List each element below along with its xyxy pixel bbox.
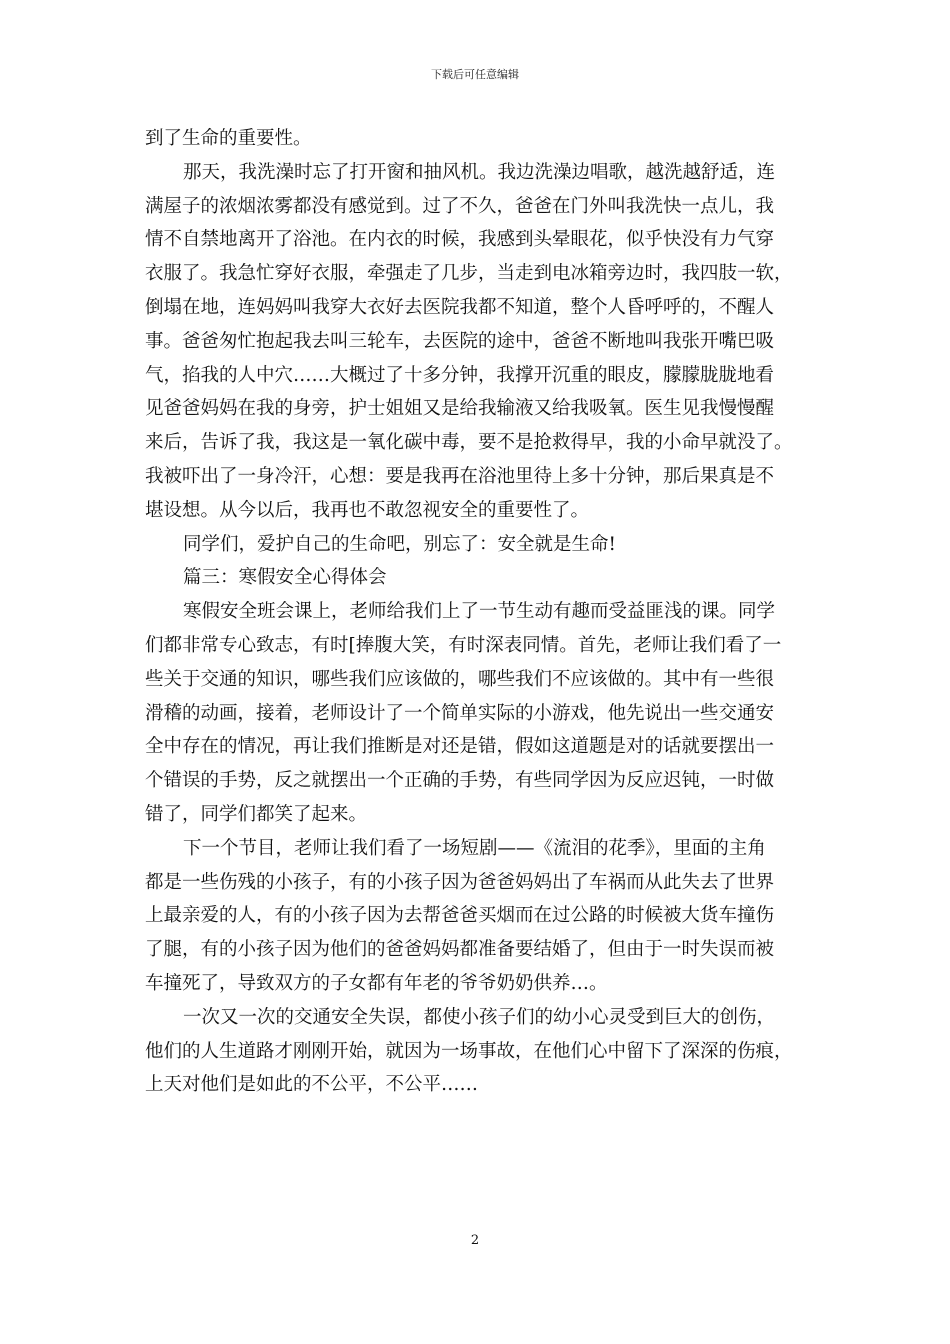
text-line: 上天对他们是如此的不公平，不公平…… (145, 1074, 479, 1096)
text-line: 上最亲爱的人，有的小孩子因为去帮爸爸买烟而在过公路的时候被大货车撞伤 (145, 905, 775, 927)
text-line: 他们的人生道路才刚刚开始，就因为一场事故，在他们心中留下了深深的伤痕， (145, 1040, 793, 1062)
text-line: 衣服了。我急忙穿好衣服，牵强走了几步，当走到电冰箱旁边时，我四肢一软， (145, 263, 793, 285)
text-line: 气，掐我的人中穴……大概过了十多分钟，我撑开沉重的眼皮，朦朦胧胧地看 (145, 364, 775, 386)
text-line: 个错误的手势，反之就摆出一个正确的手势，有些同学因为反应迟钝，一时做 (145, 770, 775, 792)
text-line: 堪设想。从今以后，我再也不敢忽视安全的重要性了。 (145, 499, 590, 521)
text-line: 全中存在的情况，再让我们推断是对还是错，假如这道题是对的话就要摆出一 (145, 736, 775, 758)
text-line: 事。爸爸匆忙抱起我去叫三轮车，去医院的途中，爸爸不断地叫我张开嘴巴吸 (145, 330, 775, 352)
text-line: 都是一些伤残的小孩子，有的小孩子因为爸爸妈妈出了车祸而从此失去了世界 (145, 871, 775, 893)
text-line: 了腿，有的小孩子因为他们的爸爸妈妈都准备要结婚了，但由于一时失误而被 (145, 939, 775, 961)
text-line: 车撞死了，导致双方的子女都有年老的爷爷奶奶供养…。 (145, 972, 608, 994)
text-line: 下一个节目，老师让我们看了一场短剧——《流泪的花季》，里面的主角 (183, 837, 766, 859)
text-line: 倒塌在地，连妈妈叫我穿大衣好去医院我都不知道，整个人昏呼呼的，不醒人 (145, 296, 775, 318)
page-number: 2 (470, 1233, 480, 1248)
text-line: 到了生命的重要性。 (145, 128, 312, 149)
text-line: 篇三：寒假安全心得体会 (183, 567, 387, 589)
text-line: 同学们，爱护自己的生命吧，别忘了：安全就是生命! (183, 533, 616, 555)
text-line: 来后，告诉了我，我这是一氧化碳中毒，要不是抢救得早，我的小命早就没了。 (145, 432, 793, 454)
page-header: 下载后可任意编辑 (431, 68, 519, 81)
text-line: 我被吓出了一身冷汗，心想：要是我再在浴池里待上多十分钟，那后果真是不 (145, 465, 775, 487)
text-line: 寒假安全班会课上，老师给我们上了一节生动有趣而受益匪浅的课。同学 (183, 601, 776, 623)
text-line: 情不自禁地离开了浴池。在内衣的时候，我感到头晕眼花，似乎快没有力气穿 (145, 229, 775, 251)
text-line: 们都非常专心致志，有时[捧腹大笑，有时深表同情。首先，老师让我们看了一 (145, 634, 782, 656)
text-line: 见爸爸妈妈在我的身旁，护士姐姐又是给我输液又给我吸氧。医生见我慢慢醒 (145, 398, 775, 420)
text-line: 滑稽的动画，接着，老师设计了一个简单实际的小游戏，他先说出一些交通安 (145, 702, 775, 724)
text-line: 一次又一次的交通安全失误，都使小孩子们的幼小心灵受到巨大的创伤， (183, 1006, 776, 1028)
text-line: 些关于交通的知识，哪些我们应该做的，哪些我们不应该做的。其中有一些很 (145, 668, 775, 690)
text-line: 满屋子的浓烟浓雾都没有感觉到。过了不久，爸爸在门外叫我洗快一点儿，我 (145, 195, 775, 217)
text-line: 那天，我洗澡时忘了打开窗和抽风机。我边洗澡边唱歌，越洗越舒适，连 (183, 161, 776, 183)
text-line: 错了，同学们都笑了起来。 (145, 803, 368, 825)
document-body (145, 122, 811, 1102)
